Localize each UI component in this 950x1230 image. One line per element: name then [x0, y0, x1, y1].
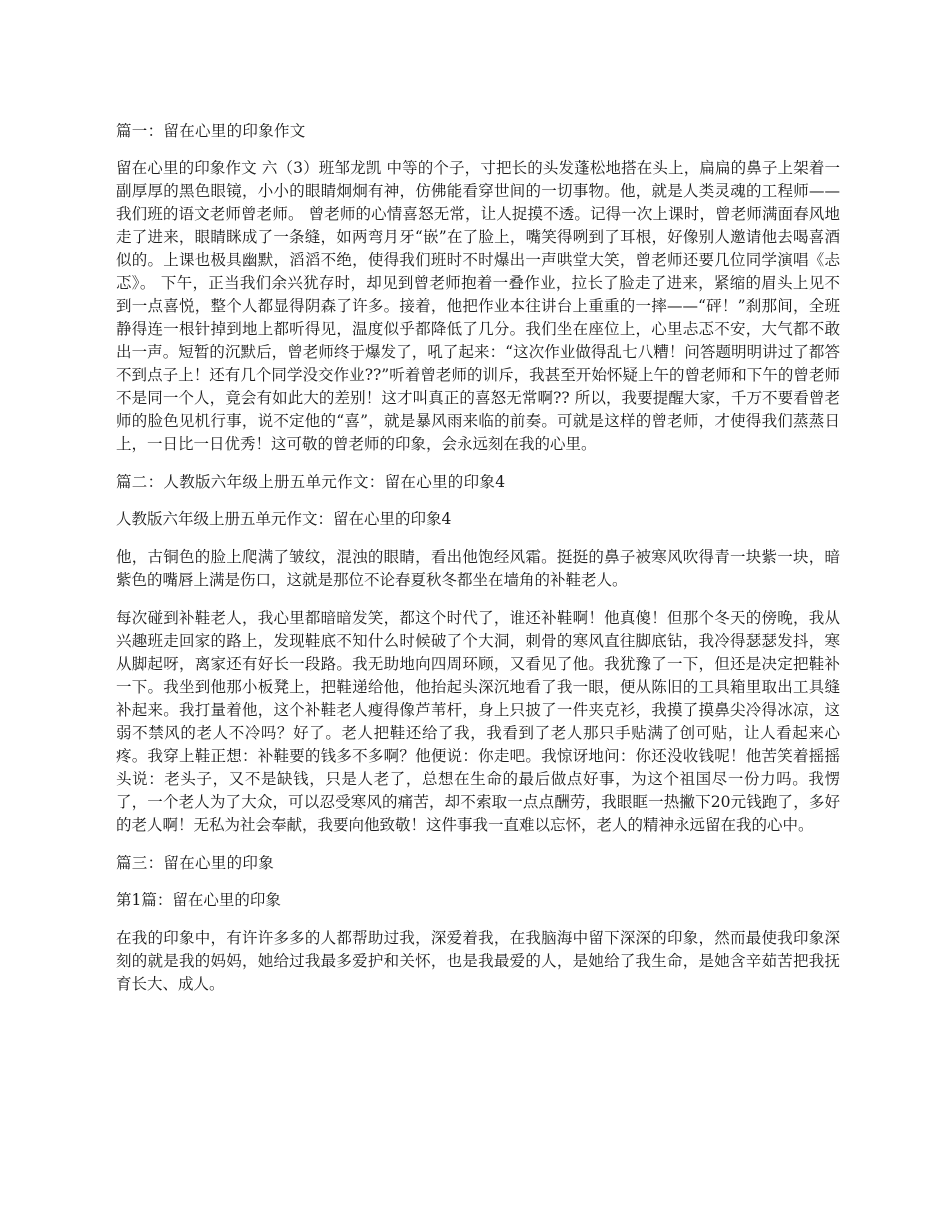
section-2-paragraph-2: 每次碰到补鞋老人，我心里都暗暗发笑，都这个时代了，谁还补鞋啊！他真傻！但那个冬天的傍晚，我从兴趣班走回家的路上，发现鞋底不知什么时候破了个大洞，刺骨的寒风直往脚底钻，我冷得瑟瑟发抖，寒从脚起呀，离家还有好长一段路。我无助地向四周环顾，又看见了他。我犹豫了一下，但还是决定把鞋补一下。我坐到他那小板凳上，把鞋递给他，他抬起头深沉地看了我一眼，便从陈旧的工具箱里取出工具缝补起来。我打量着他，这个补鞋老人瘦得像芦苇杆，身上只披了一件夹克衫，我摸了摸鼻尖冷得冰凉，这弱不禁风的老人不冷吗？好了。老人把鞋还给了我，我看到了老人那只手贴满了创可贴，让人看起来心疼。我穿上鞋正想：补鞋要的钱多不多啊？他便说：你走吧。我惊讶地问：你还没收钱呢！他苦笑着摇摇头说：老头子，又不是缺钱，只是人老了，总想在生命的最后做点好事，为这个祖国尽一份力吗。我愣了，一个老人为了大众，可以忍受寒风的痛苦，却不索取一点点酬劳，我眼眶一热撇下20元钱跑了，多好的老人啊！无私为社会奉献，我要向他致敬！这件事我一直难以忘怀，老人的精神永远留在我的心中。	[116, 609, 840, 834]
section-2-heading: 篇二：人教版六年级上册五单元作文：留在心里的印象4	[116, 473, 506, 491]
section-3-subtitle: 第1篇：留在心里的印象	[116, 891, 281, 909]
section-3-paragraph-1: 在我的印象中，有许许多多的人都帮助过我，深爱着我，在我脑海中留下深深的印象，然而最使我印象深刻的就是我的妈妈，她给过我最多爱护和关怀，也是我最爱的人，是她给了我生命，是她含辛茹苦把我抚育长大、成人。	[116, 929, 840, 993]
section-2-subtitle: 人教版六年级上册五单元作文：留在心里的印象4	[116, 510, 452, 528]
section-1-paragraph-1: 留在心里的印象作文 六（3）班邹龙凯 中等的个子，寸把长的头发蓬松地搭在头上，扁扁的鼻子上架着一副厚厚的黑色眼镜，小小的眼睛炯炯有神，仿佛能看穿世间的一切事物。他，就是人类灵魂的工程师——我们班的语文老师曾老师。 曾老师的心情喜怒无常，让人捉摸不透。记得一次上课时，曾老师满面春风地走了进来，眼睛眯成了一条缝，如两弯月牙“嵌”在了脸上，嘴笑得咧到了耳根，好像别人邀请他去喝喜酒似的。上课也极具幽默，滔滔不绝，使得我们班时不时爆出一声哄堂大笑，曾老师还要几位同学演唱《忐忑》。 下午，正当我们余兴犹存时，却见到曾老师抱着一叠作业，拉长了脸走了进来，紧缩的眉头上见不到一点喜悦，整个人都显得阴森了许多。接着，他把作业本往讲台上重重的一摔——“砰！”刹那间，全班静得连一根针掉到地上都听得见，温度似乎都降低了几分。我们坐在座位上，心里忐忑不安，大气都不敢出一声。短暂的沉默后，曾老师终于爆发了，吼了起来：“这次作业做得乱七八糟！问答题明明讲过了都答不到点子上！还有几个同学没交作业??”听着曾老师的训斥，我甚至开始怀疑上午的曾老师和下午的曾老师不是同一个人，竟会有如此大的差别！这才叫真正的喜怒无常啊?? 所以，我要提醒大家，千万不要看曾老师的脸色见机行事，说不定他的“喜”，就是暴风雨来临的前奏。可就是这样的曾老师，才使得我们蒸蒸日上，一日比一日优秀！这可敬的曾老师的印象，会永远刻在我的心里。	[116, 159, 840, 453]
section-2-paragraph-1: 他，古铜色的脸上爬满了皱纹，混浊的眼睛，看出他饱经风霜。挺挺的鼻子被寒风吹得青一块紫一块，暗紫色的嘴唇上满是伤口，这就是那位不论春夏秋冬都坐在墙角的补鞋老人。	[116, 548, 840, 589]
document-body	[116, 120, 840, 1011]
section-1-heading: 篇一：留在心里的印象作文	[116, 122, 306, 140]
section-3-heading: 篇三：留在心里的印象	[116, 854, 275, 872]
